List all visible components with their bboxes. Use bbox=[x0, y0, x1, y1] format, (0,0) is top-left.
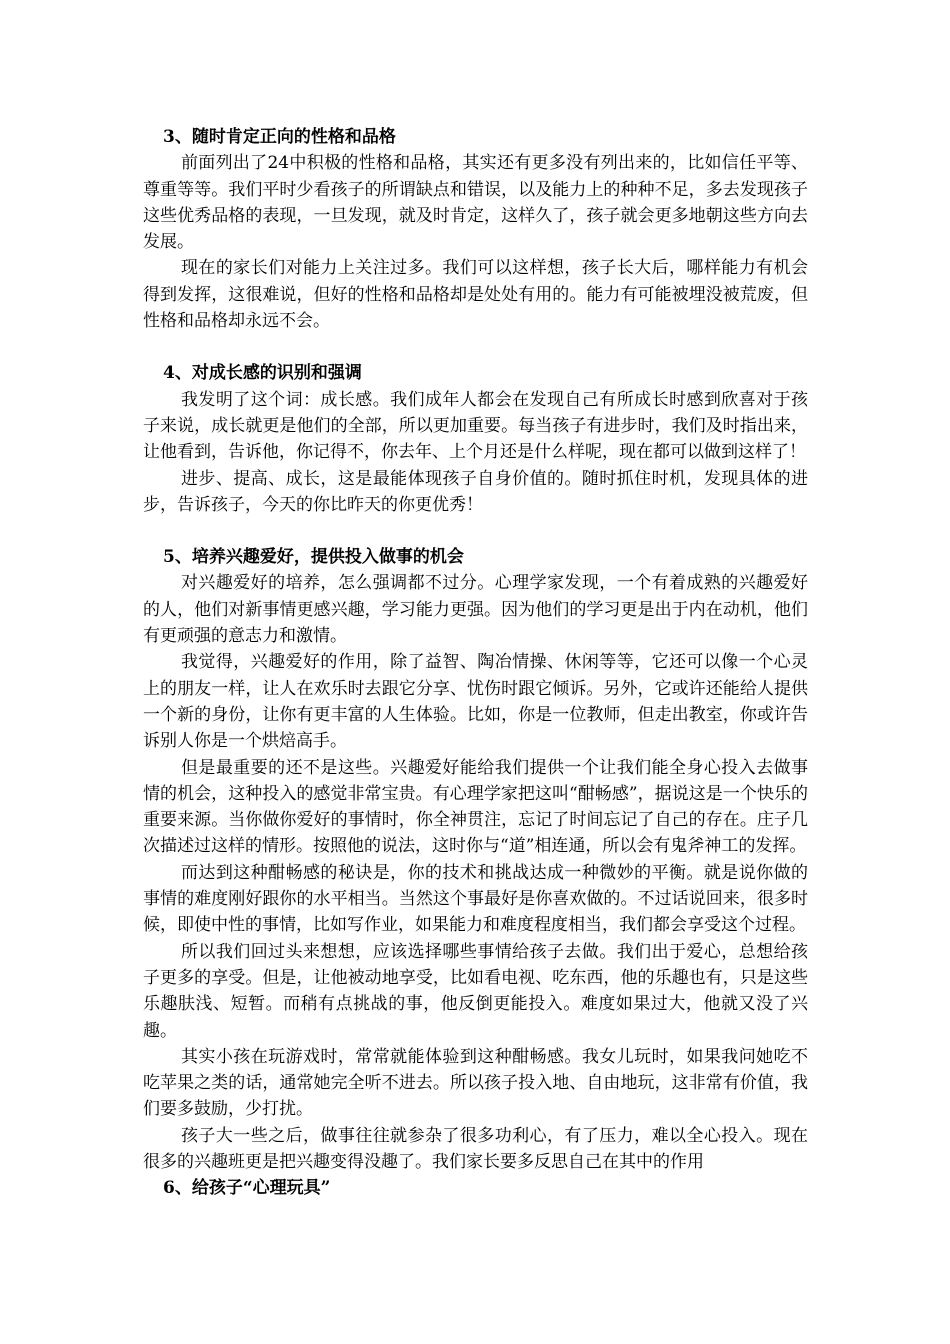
paragraph: 其实小孩在玩游戏时，常常就能体验到这种酣畅感。我女儿玩时，如果我问她吃不吃苹果之类的话，通常她完全听不进去。所以孩子投入地、自由地玩，这非常有价值，我们要多鼓励，少打扰。 bbox=[143, 1046, 808, 1120]
paragraph: 孩子大一些之后，做事往往就参杂了很多功利心，有了压力，难以全心投入。现在很多的兴趣班更是把兴趣变得没趣了。我们家长要多反思自己在其中的作用 bbox=[143, 1125, 808, 1172]
paragraph: 但是最重要的还不是这些。兴趣爱好能给我们提供一个让我们能全身心投入去做事情的机会，这种投入的感觉非常宝贵。有心理学家把这叫“酣畅感”，据说这是一个快乐的重要来源。当你做你爱好的事情时，你全神贯注，忘记了时间忘记了自己的存在。庄子几次描述过这样的情形。按照他的说法，这时你与“道”相连通，所以会有鬼斧神工的发挥。 bbox=[143, 757, 808, 857]
paragraph: 对兴趣爱好的培养，怎么强调都不过分。心理学家发现，一个有着成熟的兴趣爱好的人，他们对新事情更感兴趣，学习能力更强。因为他们的学习更是出于内在动机，他们有更顽强的意志力和激情。 bbox=[143, 573, 808, 647]
paragraph: 而达到这种酣畅感的秘诀是，你的技术和挑战达成一种微妙的平衡。就是说你做的事情的难度刚好跟你的水平相当。当然这个事最好是你喜欢做的。不过话说回来，很多时候，即使中性的事情，比如写作业，如果能力和难度程度相当，我们都会享受这个过程。 bbox=[143, 862, 808, 936]
paragraph: 我发明了这个词：成长感。我们成年人都会在发现自己有所成长时感到欣喜对于孩子来说，成长就更是他们的全部，所以更加重要。每当孩子有进步时，我们及时指出来，让他看到，告诉他，你记得不，你去年、上个月还是什么样呢，现在都可以做到这样了！ bbox=[143, 389, 808, 463]
section-5 bbox=[143, 544, 808, 1201]
section-heading: 5、培养兴趣爱好，提供投入做事的机会 bbox=[163, 547, 464, 568]
paragraph: 前面列出了24中积极的性格和品格，其实还有更多没有列出来的，比如信任平等、尊重等等。我们平时少看孩子的所谓缺点和错误，以及能力上的种种不足，多去发现孩子这些优秀品格的表现，一旦发现，就及时肯定，这样久了，孩子就会更多地朝这些方向去发展。 bbox=[143, 153, 808, 253]
paragraph: 现在的家长们对能力上关注过多。我们可以这样想，孩子长大后，哪样能力有机会得到发挥，这很难说，但好的性格和品格却是处处有用的。能力有可能被埋没被荒废，但性格和品格却永远不会。 bbox=[143, 258, 808, 332]
document-page bbox=[143, 124, 808, 1202]
paragraph: 进步、提高、成长，这是最能体现孩子自身价值的。随时抓住时机，发现具体的进步，告诉孩子，今天的你比昨天的你更优秀！ bbox=[143, 468, 808, 515]
paragraph: 我觉得，兴趣爱好的作用，除了益智、陶冶情操、休闲等等，它还可以像一个心灵上的朋友一样，让人在欢乐时去跟它分享、忧伤时跟它倾诉。另外，它或许还能给人提供一个新的身份，让你有更丰富的人生体验。比如，你是一位教师，但走出教室，你或许告诉别人你是一个烘焙高手。 bbox=[143, 652, 808, 752]
section-heading: 3、随时肯定正向的性格和品格 bbox=[163, 127, 396, 147]
section-3 bbox=[143, 124, 808, 334]
section-4 bbox=[143, 360, 808, 518]
section-heading: 4、对成长感的识别和强调 bbox=[163, 363, 362, 384]
paragraph: 所以我们回过头来想想，应该选择哪些事情给孩子去做。我们出于爱心，总想给孩子更多的享受。但是，让他被动地享受，比如看电视、吃东西，他的乐趣也有，只是这些乐趣肤浅、短暂。而稍有点挑战的事，他反倒更能投入。难度如果过大，他就又没了兴趣。 bbox=[143, 941, 808, 1041]
section-heading: 6、给孩子“心理玩具” bbox=[163, 1178, 331, 1199]
